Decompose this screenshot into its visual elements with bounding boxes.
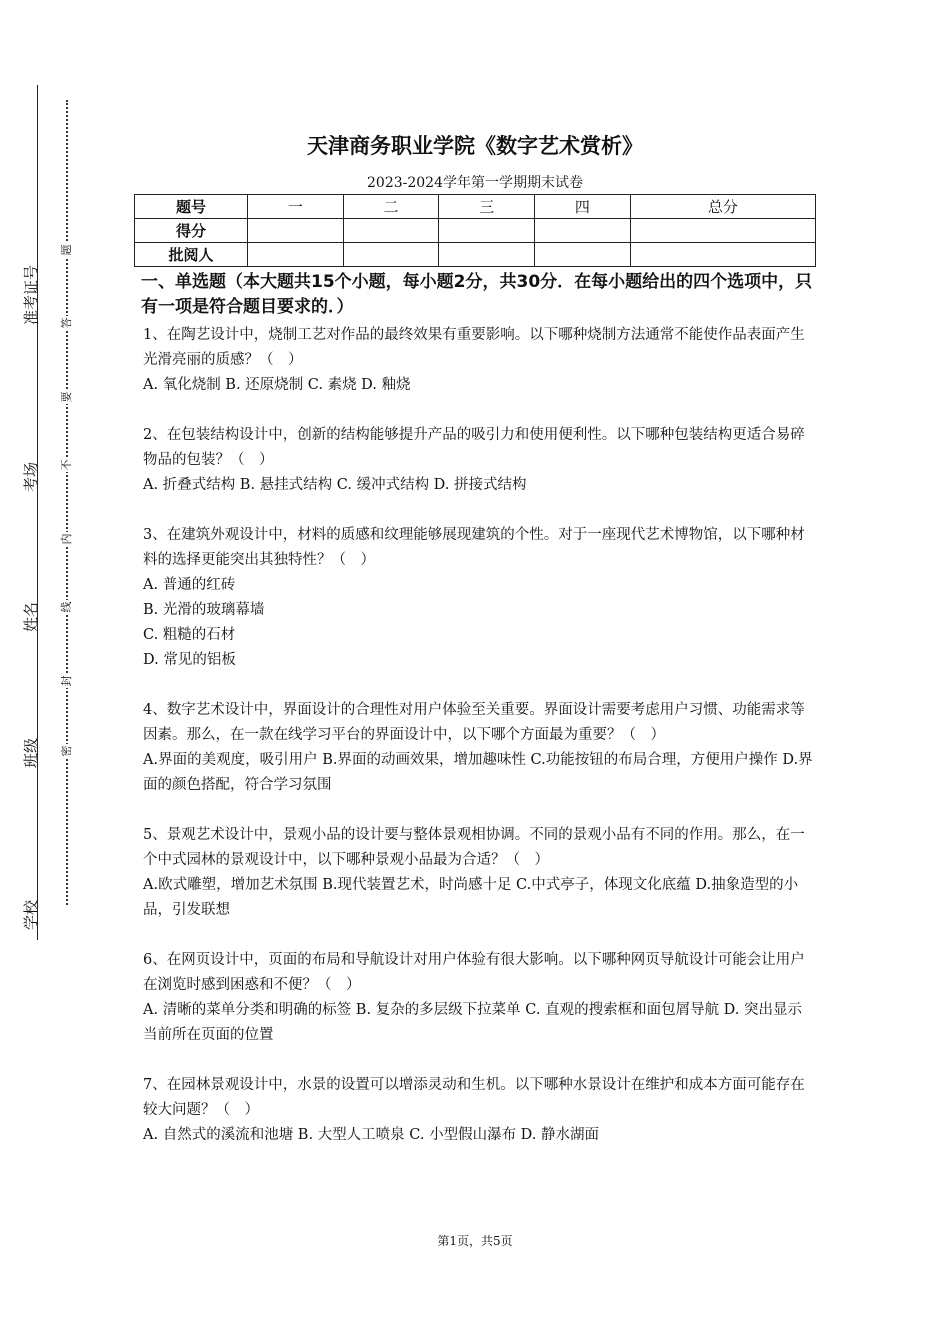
score-table-header: 总分 (630, 195, 815, 219)
reviewer-cell[interactable] (630, 243, 815, 267)
seal-mark: 封 (60, 675, 73, 687)
score-cell[interactable] (535, 219, 631, 243)
score-cell[interactable] (439, 219, 535, 243)
reviewer-cell[interactable] (535, 243, 631, 267)
option-a: A. 普通的红砖 (143, 577, 236, 593)
score-cell[interactable] (630, 219, 815, 243)
question-6 (143, 948, 813, 1048)
school-field: 学校 (20, 816, 41, 930)
reviewer-cell[interactable] (343, 243, 439, 267)
question-stem: 7、在园林景观设计中，水景的设置可以增添灵动和生机。以下哪种水景设计在维护和成本方面可能存在较大问题？（ ） (143, 1077, 805, 1118)
exam-subtitle: 2023-2024学年第一学期期末试卷 (367, 175, 583, 191)
option-b: B. 光滑的玻璃幕墙 (143, 602, 265, 618)
seal-mark: 线 (60, 601, 73, 613)
score-table-header-row (135, 195, 816, 219)
section-title: 一、单选题（本大题共15个小题，每小题2分，共30分．在每小题给出的四个选项中，只有一项是符合题目要求的．） (141, 272, 813, 317)
question-options: A.欧式雕塑，增加艺术氛围 B.现代装置艺术，时尚感十足 C.中式亭子，体现文化底蕴 D.抽象造型的小品，引发联想 (143, 877, 799, 918)
class-field: 班级 (20, 654, 41, 768)
option-c: C. 粗糙的石材 (143, 627, 236, 643)
score-table-header: 二 (343, 195, 439, 219)
seal-dotted-line (66, 100, 68, 905)
page-number: 第1页，共5页 (437, 1234, 513, 1248)
score-table-header: 一 (248, 195, 344, 219)
school-blank[interactable] (23, 816, 38, 896)
score-table-header: 四 (535, 195, 631, 219)
class-blank[interactable] (23, 654, 38, 734)
score-row (135, 219, 816, 243)
question-options: A. 折叠式结构 B. 悬挂式结构 C. 缓冲式结构 D. 拼接式结构 (143, 477, 527, 493)
question-stem: 3、在建筑外观设计中，材料的质感和纹理能够展现建筑的个性。对于一座现代艺术博物馆，以下哪种材料的选择更能突出其独特性？（ ） (143, 527, 805, 568)
question-options: A. 氧化烧制 B. 还原烧制 C. 素烧 D. 釉烧 (143, 377, 411, 393)
exam-room-field: 考场 (20, 388, 41, 492)
question-options: A.界面的美观度，吸引用户 B.界面的动画效果，增加趣味性 C.功能按钮的布局合理，方便用户操作 D.界面的颜色搭配，符合学习氛围 (143, 752, 813, 793)
reviewer-cell[interactable] (439, 243, 535, 267)
name-field: 姓名 (20, 518, 41, 632)
question-5 (143, 823, 813, 923)
seal-mark: 密 (60, 745, 73, 757)
reviewer-cell[interactable] (248, 243, 344, 267)
question-2 (143, 423, 813, 498)
question-3 (143, 523, 813, 673)
seal-mark: 内 (60, 533, 73, 545)
exam-room-blank[interactable] (23, 388, 38, 458)
score-table (134, 194, 816, 267)
question-1 (143, 323, 813, 398)
question-stem: 6、在网页设计中，页面的布局和导航设计对用户体验有很大影响。以下哪种网页导航设计可能会让用户在浏览时感到困惑和不便？（ ） (143, 952, 805, 993)
question-options: A. 清晰的菜单分类和明确的标签 B. 复杂的多层级下拉菜单 C. 直观的搜索框和面包屑导航 D. 突出显示当前所在页面的位置 (143, 1002, 803, 1043)
exam-title: 天津商务职业学院《数字艺术赏析》 (307, 134, 643, 158)
score-row-label: 得分 (135, 219, 248, 243)
reviewer-row (135, 243, 816, 267)
score-cell[interactable] (343, 219, 439, 243)
question-stem: 5、景观艺术设计中，景观小品的设计要与整体景观相协调。不同的景观小品有不同的作用。那么，在一个中式园林的景观设计中，以下哪种景观小品最为合适？（ ） (143, 827, 805, 868)
seal-mark: 要 (60, 391, 73, 403)
question-7 (143, 1073, 813, 1148)
exam-number-field: 准考证号 (20, 201, 41, 325)
name-blank[interactable] (23, 518, 38, 598)
score-table-header: 题号 (135, 195, 248, 219)
score-table-header: 三 (439, 195, 535, 219)
question-stem: 2、在包装结构设计中，创新的结构能够提升产品的吸引力和使用便利性。以下哪种包装结构更适合易碎物品的包装？（ ） (143, 427, 805, 468)
seal-mark: 不 (60, 459, 73, 471)
seal-mark: 答 (60, 317, 73, 329)
question-stem: 4、数字艺术设计中，界面设计的合理性对用户体验至关重要。界面设计需要考虑用户习惯、功能需求等因素。那么，在一款在线学习平台的界面设计中，以下哪个方面最为重要？（ ） (143, 702, 805, 743)
question-4 (143, 698, 813, 798)
exam-number-blank[interactable] (23, 201, 38, 261)
reviewer-row-label: 批阅人 (135, 243, 248, 267)
option-d: D. 常见的铝板 (143, 652, 236, 668)
question-stem: 1、在陶艺设计中，烧制工艺对作品的最终效果有重要影响。以下哪种烧制方法通常不能使作品表面产生光滑亮丽的质感？（ ） (143, 327, 805, 368)
question-options: A. 自然式的溪流和池塘 B. 大型人工喷泉 C. 小型假山瀑布 D. 静水湖面 (143, 1127, 600, 1143)
score-cell[interactable] (248, 219, 344, 243)
seal-mark: 题 (60, 244, 73, 256)
question-section (143, 270, 813, 1173)
